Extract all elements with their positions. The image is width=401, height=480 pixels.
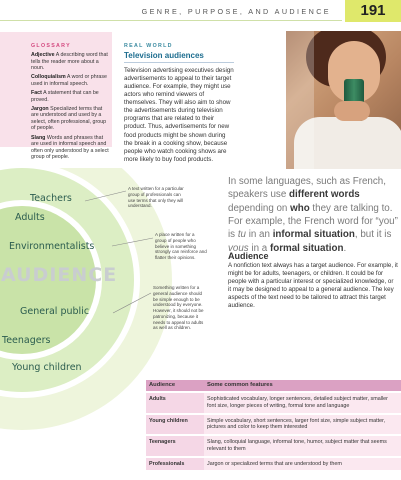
intro-text: , but it is	[354, 229, 392, 241]
note-environmentalists: A place written for a group of people who believe in something strongly can reinforce and flatter their opinions.	[155, 232, 207, 260]
glossary-term: Jargon	[31, 105, 49, 112]
term-young-children: Young children	[12, 362, 82, 373]
intro-text: depending on	[228, 202, 291, 214]
glossary-term: Fact	[31, 90, 42, 96]
term-general-public: General public	[20, 306, 90, 317]
table-cell-audience: Young children	[146, 415, 204, 435]
intro-text: .	[343, 242, 347, 254]
real-world-title: Television audiences	[124, 51, 234, 63]
page-header	[0, 0, 401, 24]
table-row	[146, 458, 401, 471]
glossary-definition: A statement that can be proved.	[31, 90, 99, 103]
intro-emphasis: who	[290, 202, 310, 214]
table-cell-features: Slang, colloquial language, informal tone, humor, subject matter that seems relevant to them	[204, 436, 401, 456]
intro-emphasis: informal situation	[272, 229, 355, 241]
table-row	[146, 436, 401, 456]
intro-paragraph	[228, 175, 398, 255]
glossary-term: Colloquialism	[31, 74, 66, 81]
glossary-entry	[31, 135, 111, 161]
woman-drinking-photo	[286, 31, 401, 169]
table-cell-audience: Professionals	[146, 458, 204, 471]
real-world-heading: REAL WORLD	[124, 43, 173, 49]
glossary-entry	[31, 52, 111, 72]
intro-text: they are talking to. For example, the French word for “you” is	[228, 202, 398, 241]
photo-hand	[334, 101, 370, 121]
real-world-body: Television advertising executives design advertisements to appeal to their target audience. For example, they might use actors who remind viewers of themselves. They will also aim to show the advertisements during television programs that are related to their product. Thus, advertisements for new food products might be shown during the break in a cooking show, because people who watch cooking shows are more likely to buy food products.	[124, 67, 234, 163]
table-cell-features: Simple vocabulary, short sentences, larger font size, simple subject matter, pictures and color to keep them interested	[204, 415, 401, 435]
audience-heading: Audience	[228, 251, 269, 261]
table-cell-features: Sophisticated vocabulary, longer sentences, detailed subject matter, smaller font size, longer pieces of writing, formal tone and language	[204, 393, 401, 413]
term-adults: Adults	[15, 212, 45, 223]
intro-text: in an	[245, 229, 273, 241]
intro-italic: tu	[237, 229, 246, 241]
glossary-definition: Specialized terms that are understood and used by a select, often professional, group of people.	[31, 105, 107, 132]
glossary-definition: Words and phrases that are used in informal speech and often only understood by a select group of people.	[31, 134, 109, 161]
table-header-audience: Audience	[146, 380, 204, 391]
intro-text: in a	[248, 242, 270, 254]
table-cell-features: Jargon or specialized terms that are understood by them	[204, 458, 401, 471]
table-cell-audience: Adults	[146, 393, 204, 413]
glossary-definition: A describing word that tells the reader more about a noun.	[31, 52, 108, 72]
intro-emphasis: formal situation	[269, 242, 344, 254]
intro-italic: vous	[228, 242, 249, 254]
term-environmentalists: Environmentalists	[9, 241, 95, 252]
term-teachers: Teachers	[30, 193, 72, 204]
table-header-row	[146, 380, 401, 391]
glossary-entry	[31, 90, 111, 103]
glossary-entry	[31, 106, 111, 132]
photo-highlight	[286, 31, 314, 169]
table-cell-audience: Teenagers	[146, 436, 204, 456]
glossary-heading: GLOSSARY	[31, 43, 71, 49]
diagram-center-label: AUDIENCE	[1, 264, 118, 286]
note-general-public: Something written for a general audience should be simple enough to be understood by everyone. However, it should not be patronizing, because it needs to appeal to adults as well as children.	[153, 285, 204, 331]
term-teenagers: Teenagers	[2, 335, 51, 346]
glossary-term: Slang	[31, 134, 46, 141]
glossary-term: Adjective	[31, 52, 55, 58]
intro-text: In some languages, such as French, speakers use	[228, 176, 386, 201]
running-title: GENRE, PURPOSE, AND AUDIENCE	[141, 7, 331, 16]
glossary-entry	[31, 74, 111, 87]
glossary-definition: A word or phrase used in informal speech.	[31, 74, 107, 87]
glossary-list	[31, 52, 111, 163]
audience-body: A nonfiction text always has a target audience. For example, it might be for adults, teenagers, or children. It could be for people with a particular interest or specialized knowledge, or it may be designed to appeal to a general audience. The key aspects of the text need to be tailored to attract this target audience.	[228, 262, 398, 310]
audience-features-table	[146, 380, 401, 470]
note-professionals: A text written for a particular group of professionals can use terms that only they will understand.	[128, 186, 184, 209]
intro-emphasis: different words	[289, 189, 360, 201]
page-number: 191	[345, 0, 401, 22]
table-header-features: Some common features	[204, 380, 401, 391]
table-row	[146, 415, 401, 435]
table-row	[146, 393, 401, 413]
